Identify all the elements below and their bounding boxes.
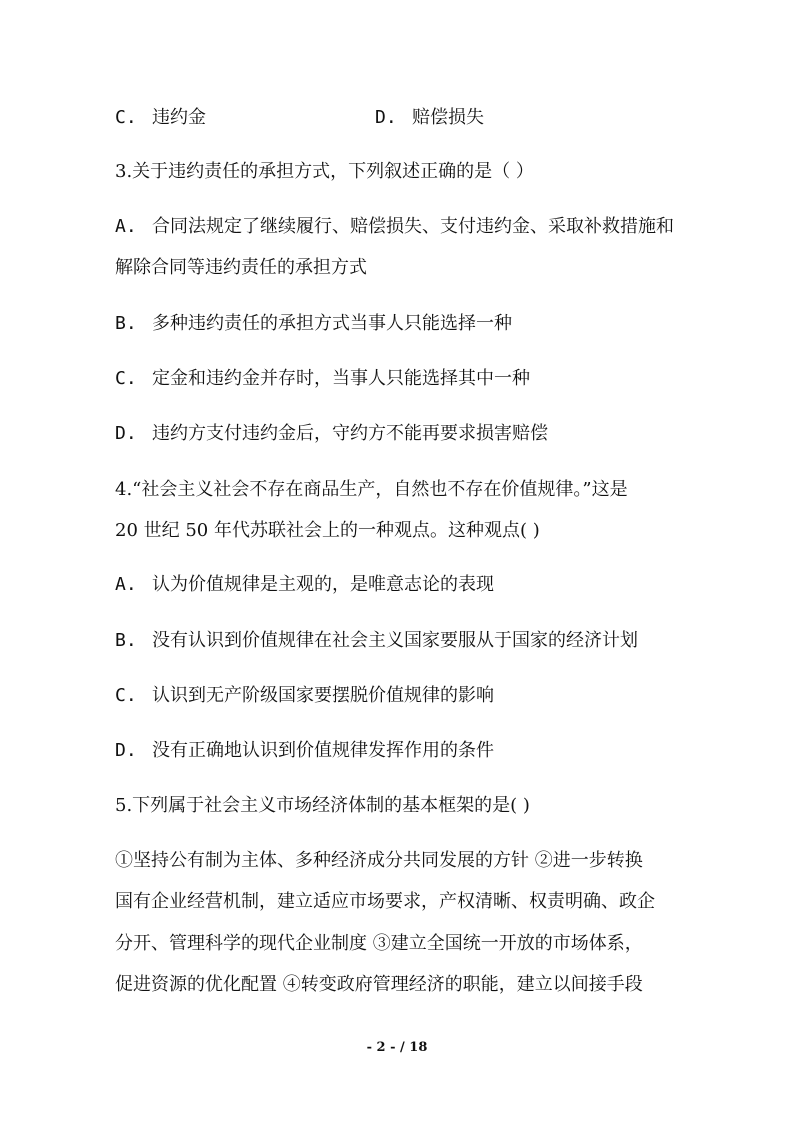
- option-text: 赔偿损失: [412, 107, 484, 128]
- q3-stem: 3.关于违约责任的承担方式，下列叙述正确的是（ ）: [115, 161, 534, 182]
- option-text: 定金和违约金并存时，当事人只能选择其中一种: [152, 368, 530, 389]
- option-letter: D.: [115, 423, 137, 444]
- option-text: 违约金: [152, 107, 206, 128]
- q4-option-d: [115, 739, 494, 763]
- q3-option-c: [115, 367, 530, 391]
- q3-option-d: [115, 422, 548, 446]
- option-letter: C.: [115, 107, 137, 128]
- option-letter: C.: [115, 685, 137, 706]
- q3-option-b: [115, 312, 512, 336]
- q5-body-line: 分开、管理科学的现代企业制度 ③建立全国统一开放的市场体系，: [115, 933, 643, 954]
- option-text: 多种违约责任的承担方式当事人只能选择一种: [152, 313, 512, 334]
- option-letter: A.: [115, 574, 137, 595]
- q3-option-a: [115, 215, 674, 239]
- q5-body-line: 国有企业经营机制，建立适应市场要求，产权清晰、权责明确、政企: [115, 891, 655, 912]
- option-text: 没有认识到价值规律在社会主义国家要服从于国家的经济计划: [152, 630, 638, 651]
- option-text: 认识到无产阶级国家要摆脱价值规律的影响: [152, 685, 494, 706]
- q5-stem: 5.下列属于社会主义市场经济体制的基本框架的是( ): [115, 795, 530, 816]
- option-letter: A.: [115, 216, 137, 237]
- q4-stem-cont: 20 世纪 50 年代苏联社会上的一种观点。这种观点( ): [115, 520, 540, 541]
- option-letter: B.: [115, 313, 137, 334]
- option-text: 合同法规定了继续履行、赔偿损失、支付违约金、采取补救措施和: [152, 216, 674, 237]
- q4-stem: 4.“社会主义社会不存在商品生产，自然也不存在价值规律。”这是: [115, 479, 628, 500]
- option-letter: B.: [115, 630, 137, 651]
- q5-body-line: 促进资源的优化配置 ④转变政府管理经济的职能，建立以间接手段: [115, 974, 643, 995]
- q3-option-a-cont: 解除合同等违约责任的承担方式: [115, 257, 367, 278]
- option-text: 认为价值规律是主观的，是唯意志论的表现: [152, 574, 494, 595]
- option-letter: D.: [115, 740, 137, 761]
- option-letter: D.: [375, 107, 397, 128]
- q2-option-c: [115, 106, 206, 130]
- q4-option-b: [115, 629, 638, 653]
- page-number: - 2 - / 18: [366, 1040, 428, 1055]
- q2-option-d: [375, 106, 484, 130]
- option-text: 没有正确地认识到价值规律发挥作用的条件: [152, 740, 494, 761]
- option-text: 违约方支付违约金后，守约方不能再要求损害赔偿: [152, 423, 548, 444]
- q4-option-a: [115, 573, 494, 597]
- q5-body-line: ①坚持公有制为主体、多种经济成分共同发展的方针 ②进一步转换: [115, 850, 643, 871]
- q4-option-c: [115, 684, 494, 708]
- option-letter: C.: [115, 368, 137, 389]
